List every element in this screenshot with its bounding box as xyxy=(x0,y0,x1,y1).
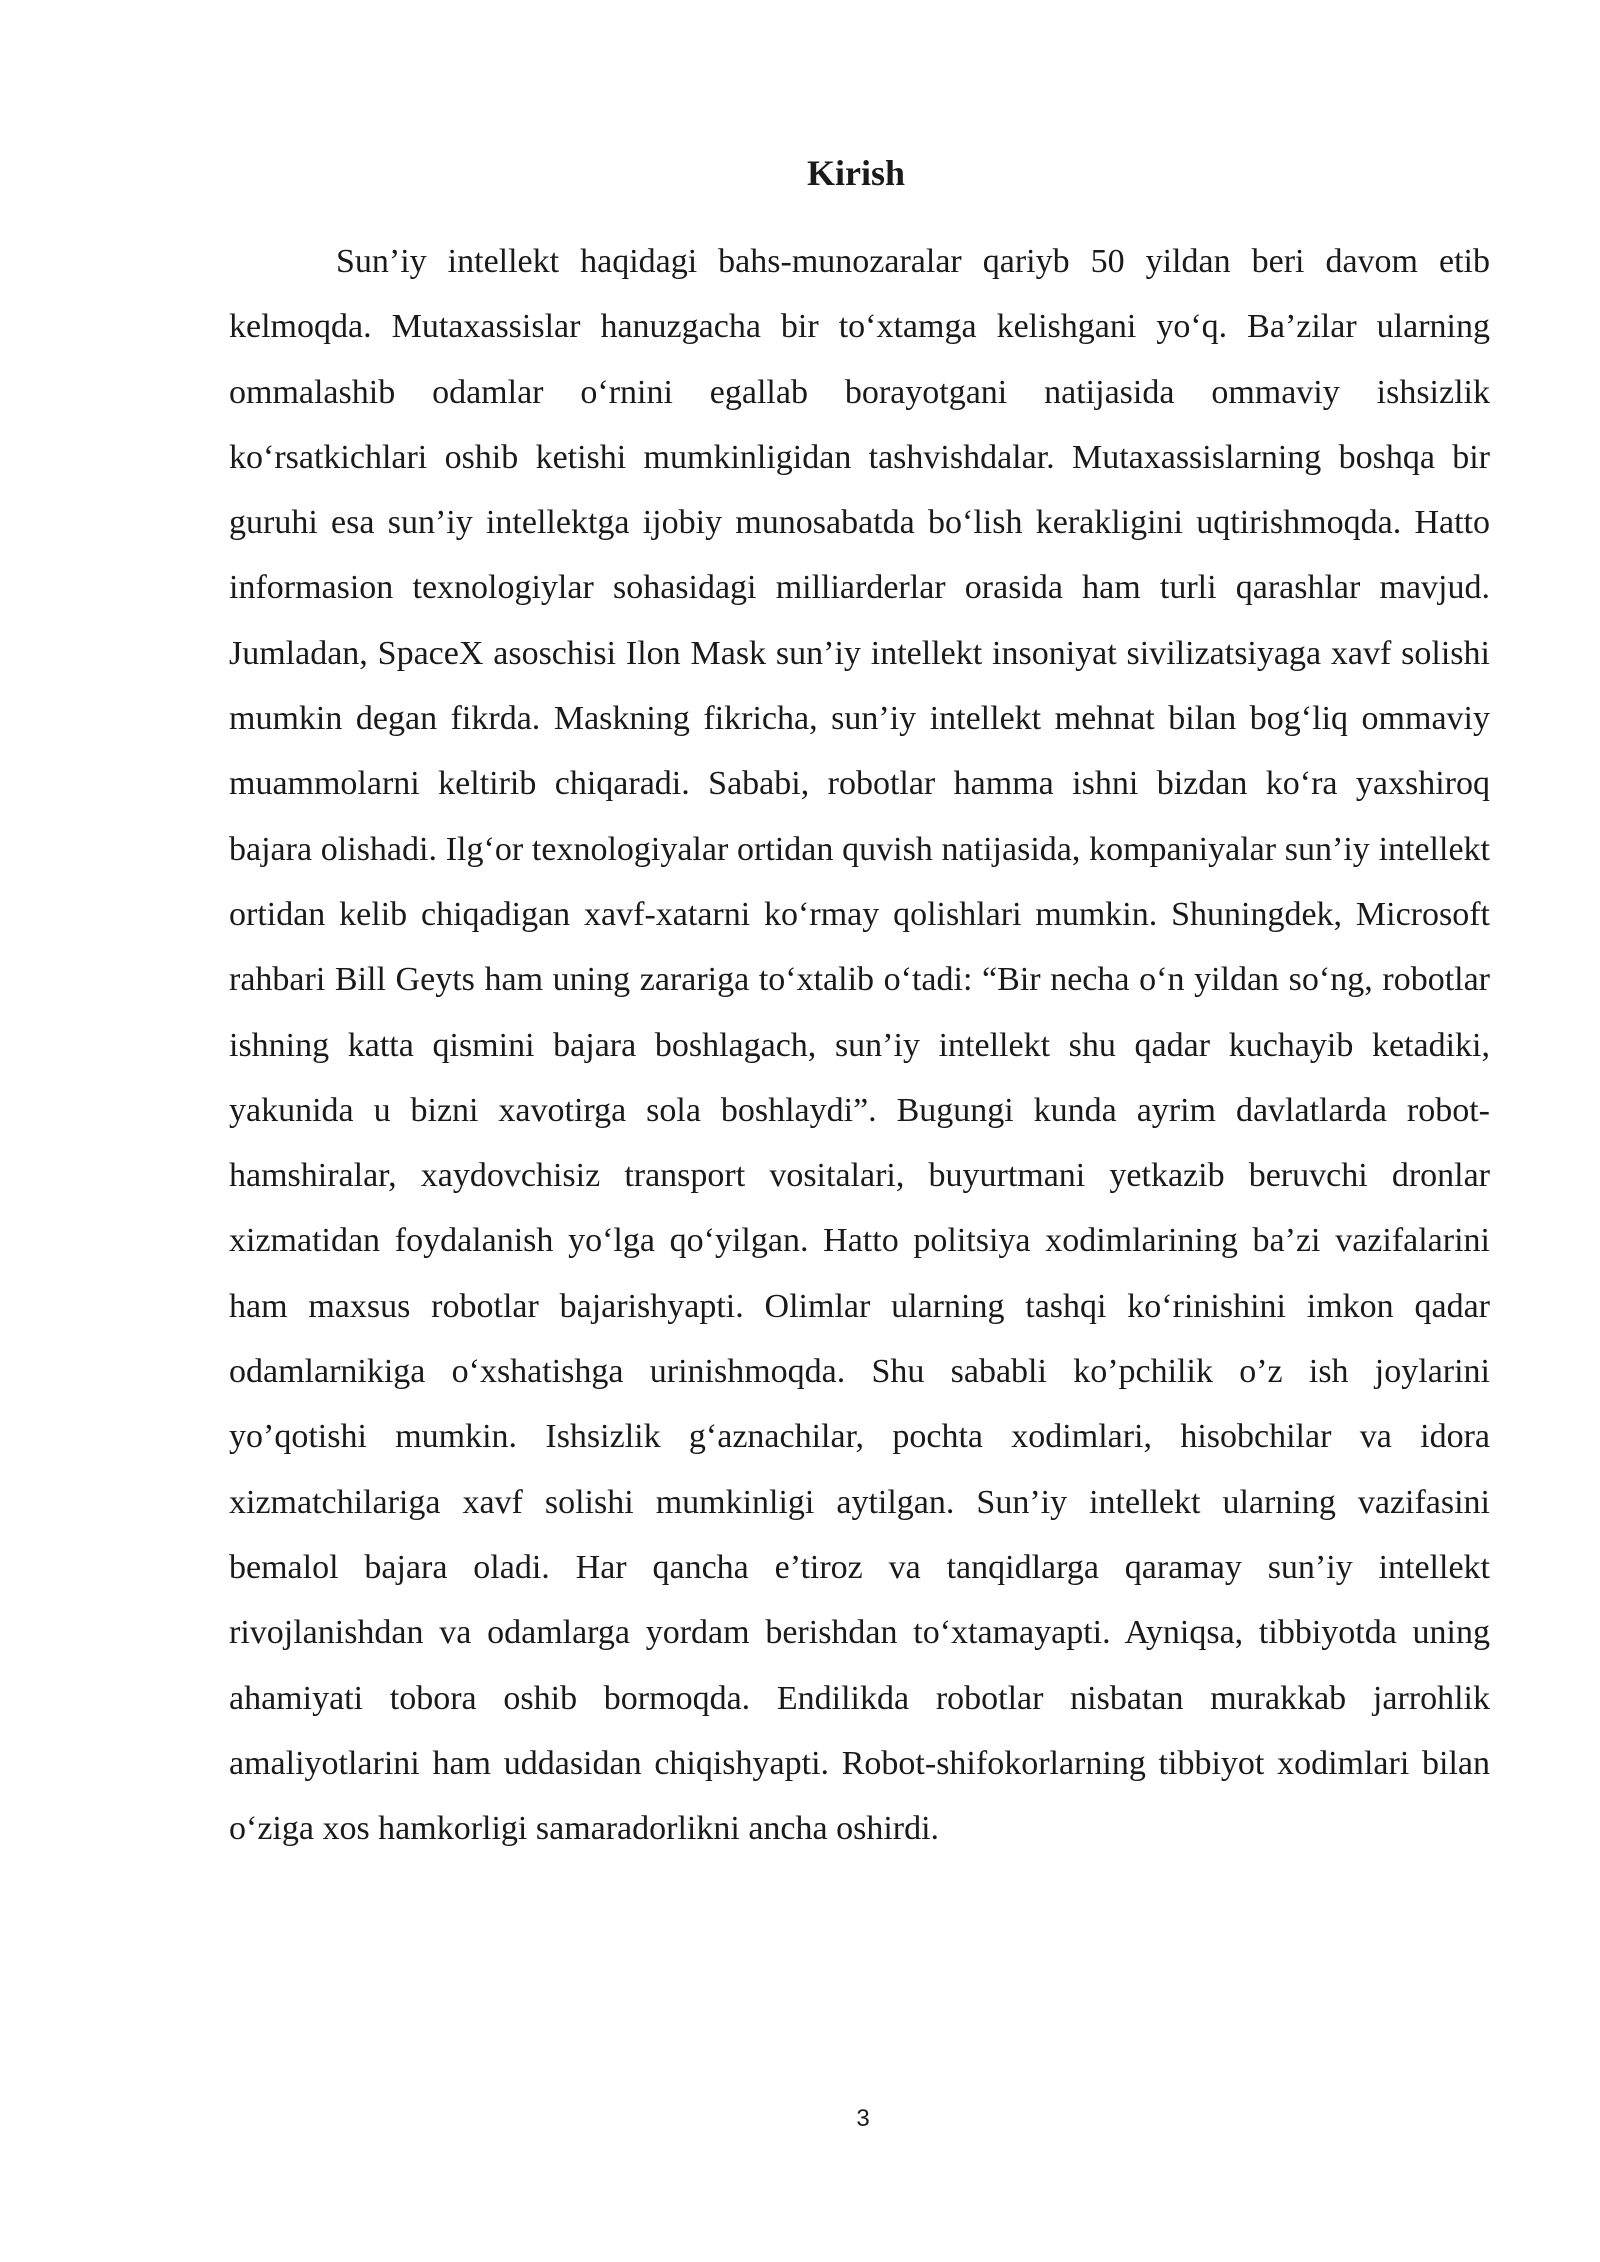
body-paragraph: Sun’iy intellekt haqidagi bahs-munozaralar qariyb 50 yildan beri davom etib kelmoqda. Mutaxassislar hanuzgacha bir to‘xtamga kelishgani yo‘q. Ba’zilar ularning ommalashib odamlar o‘rnini egallab borayotgani natijasida ommaviy ishsizlik ko‘rsatkichlari oshib ketishi mumkinligidan tashvishdalar. Mutaxassislarning boshqa bir guruhi esa sun’iy intellektga ijobiy munosabatda bo‘lish kerakligini uqtirishmoqda. Hatto informasion texnologiylar sohasidagi milliarderlar orasida ham turli qarashlar mavjud. Jumladan, SpaceX asoschisi Ilon Mask sun’iy intellekt insoniyat sivilizatsiyaga xavf solishi mumkin degan fikrda. Maskning fikricha, sun’iy intellekt mehnat bilan bog‘liq ommaviy muammolarni keltirib chiqaradi. Sababi, robotlar hamma ishni bizdan ko‘ra yaxshiroq bajara olishadi. Ilg‘or texnologiyalar ortidan quvish natijasida, kompaniyalar sun’iy intellekt ortidan kelib chiqadigan xavf-xatarni ko‘rmay qolishlari mumkin. Shuningdek, Microsoft rahbari Bill Geyts ham uning zarariga to‘xtalib o‘tadi: “Bir necha o‘n yildan so‘ng, robotlar ishning katta qismini bajara boshlagach, sun’iy intellekt shu qadar kuchayib ketadiki, yakunida u bizni xavotirga sola boshlaydi”. Bugungi kunda ayrim davlatlarda robot-hamshiralar, xaydovchisiz transport vositalari, buyurtmani yetkazib beruvchi dronlar xizmatidan foydalanish yo‘lga qo‘yilgan. Hatto politsiya xodimlarining ba’zi vazifalarini ham maxsus robotlar bajarishyapti. Olimlar ularning tashqi ko‘rinishini imkon qadar odamlarnikiga o‘xshatishga urinishmoqda. Shu sababli ko’pchilik o’z ish joylarini yo’qotishi mumkin. Ishsizlik g‘aznachilar, pochta xodimlari, hisobchilar va idora xizmatchilariga xavf solishi mumkinligi aytilgan. Sun’iy intellekt ularning vazifasini bemalol bajara oladi. Har qancha e’tiroz va tanqidlarga qaramay sun’iy intellekt rivojlanishdan va odamlarga yordam berishdan to‘xtamayapti. Ayniqsa, tibbiyotda uning ahamiyati tobora oshib bormoqda. Endilikda robotlar nisbatan murakkab jarrohlik amaliyotlarini ham uddasidan chiqishyapti. Robot-shifokorlarning tibbiyot xodimlari bilan o‘ziga xos hamkorligi samaradorlikni ancha oshirdi. xyxy=(229,243,1490,1848)
page-number: 3 xyxy=(856,2105,870,2132)
section-title: Kirish xyxy=(806,153,905,193)
